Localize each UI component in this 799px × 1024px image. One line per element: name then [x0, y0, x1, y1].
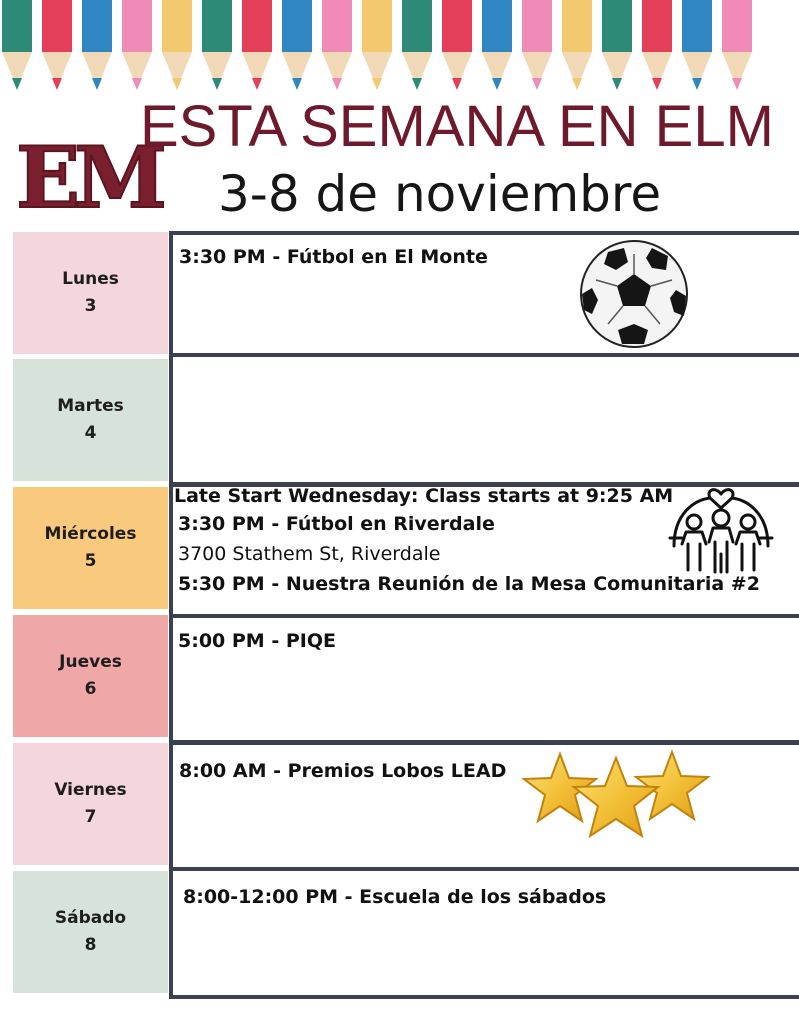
day-number: 4 — [84, 423, 97, 443]
day-number: 5 — [84, 551, 97, 571]
pencils-banner — [0, 0, 791, 96]
pencil-icon — [2, 0, 32, 90]
pencil-icon — [522, 0, 552, 90]
event-thursday: 5:00 PM - PIQE — [178, 630, 336, 652]
community-icon — [666, 474, 776, 576]
date-range: 3-8 de noviembre — [218, 165, 662, 223]
event-wednesday-meeting: 5:30 PM - Nuestra Reunión de la Mesa Comunitaria #2 — [178, 573, 760, 595]
day-number: 3 — [84, 296, 97, 316]
pencil-icon — [282, 0, 312, 90]
day-number: 8 — [84, 935, 97, 955]
pencil-icon — [362, 0, 392, 90]
pencil-icon — [322, 0, 352, 90]
event-friday: 8:00 AM - Premios Lobos LEAD — [179, 760, 507, 782]
events-box-tuesday — [169, 353, 799, 487]
pencil-icon — [122, 0, 152, 90]
page-title: ESTA SEMANA EN ELM — [140, 94, 774, 159]
event-late-start: Late Start Wednesday: Class starts at 9:25 AM — [174, 485, 674, 507]
day-monday — [13, 232, 168, 354]
pencil-icon — [242, 0, 272, 90]
event-wednesday-address: 3700 Stathem St, Riverdale — [178, 543, 441, 565]
pencil-icon — [722, 0, 752, 90]
pencil-icon — [442, 0, 472, 90]
day-name: Sábado — [54, 908, 127, 928]
pencil-icon — [42, 0, 72, 90]
day-name: Jueves — [59, 652, 122, 672]
event-saturday: 8:00-12:00 PM - Escuela de los sábados — [183, 886, 607, 908]
day-name: Miércoles — [44, 524, 137, 544]
soccer-ball-icon — [578, 238, 690, 350]
day-number: 7 — [84, 807, 97, 827]
day-friday — [13, 743, 168, 865]
pencil-icon — [682, 0, 712, 90]
day-saturday — [13, 871, 168, 993]
pencil-icon — [642, 0, 672, 90]
stars-icon — [520, 748, 715, 858]
svg-text:EM: EM — [16, 128, 162, 227]
pencil-icon — [482, 0, 512, 90]
pencil-icon — [602, 0, 632, 90]
event-wednesday-soccer: 3:30 PM - Fútbol en Riverdale — [178, 513, 495, 535]
pencil-icon — [402, 0, 432, 90]
day-tuesday — [13, 359, 168, 481]
event-monday: 3:30 PM - Fútbol en El Monte — [179, 246, 488, 268]
day-name: Viernes — [54, 780, 127, 800]
day-wednesday — [13, 487, 168, 609]
pencil-icon — [562, 0, 592, 90]
day-name: Lunes — [62, 269, 119, 289]
em-logo — [12, 127, 162, 227]
pencil-icon — [82, 0, 112, 90]
day-name: Martes — [57, 396, 124, 416]
pencil-icon — [202, 0, 232, 90]
day-thursday — [13, 615, 168, 737]
pencil-icon — [162, 0, 192, 90]
day-number: 6 — [84, 679, 97, 699]
